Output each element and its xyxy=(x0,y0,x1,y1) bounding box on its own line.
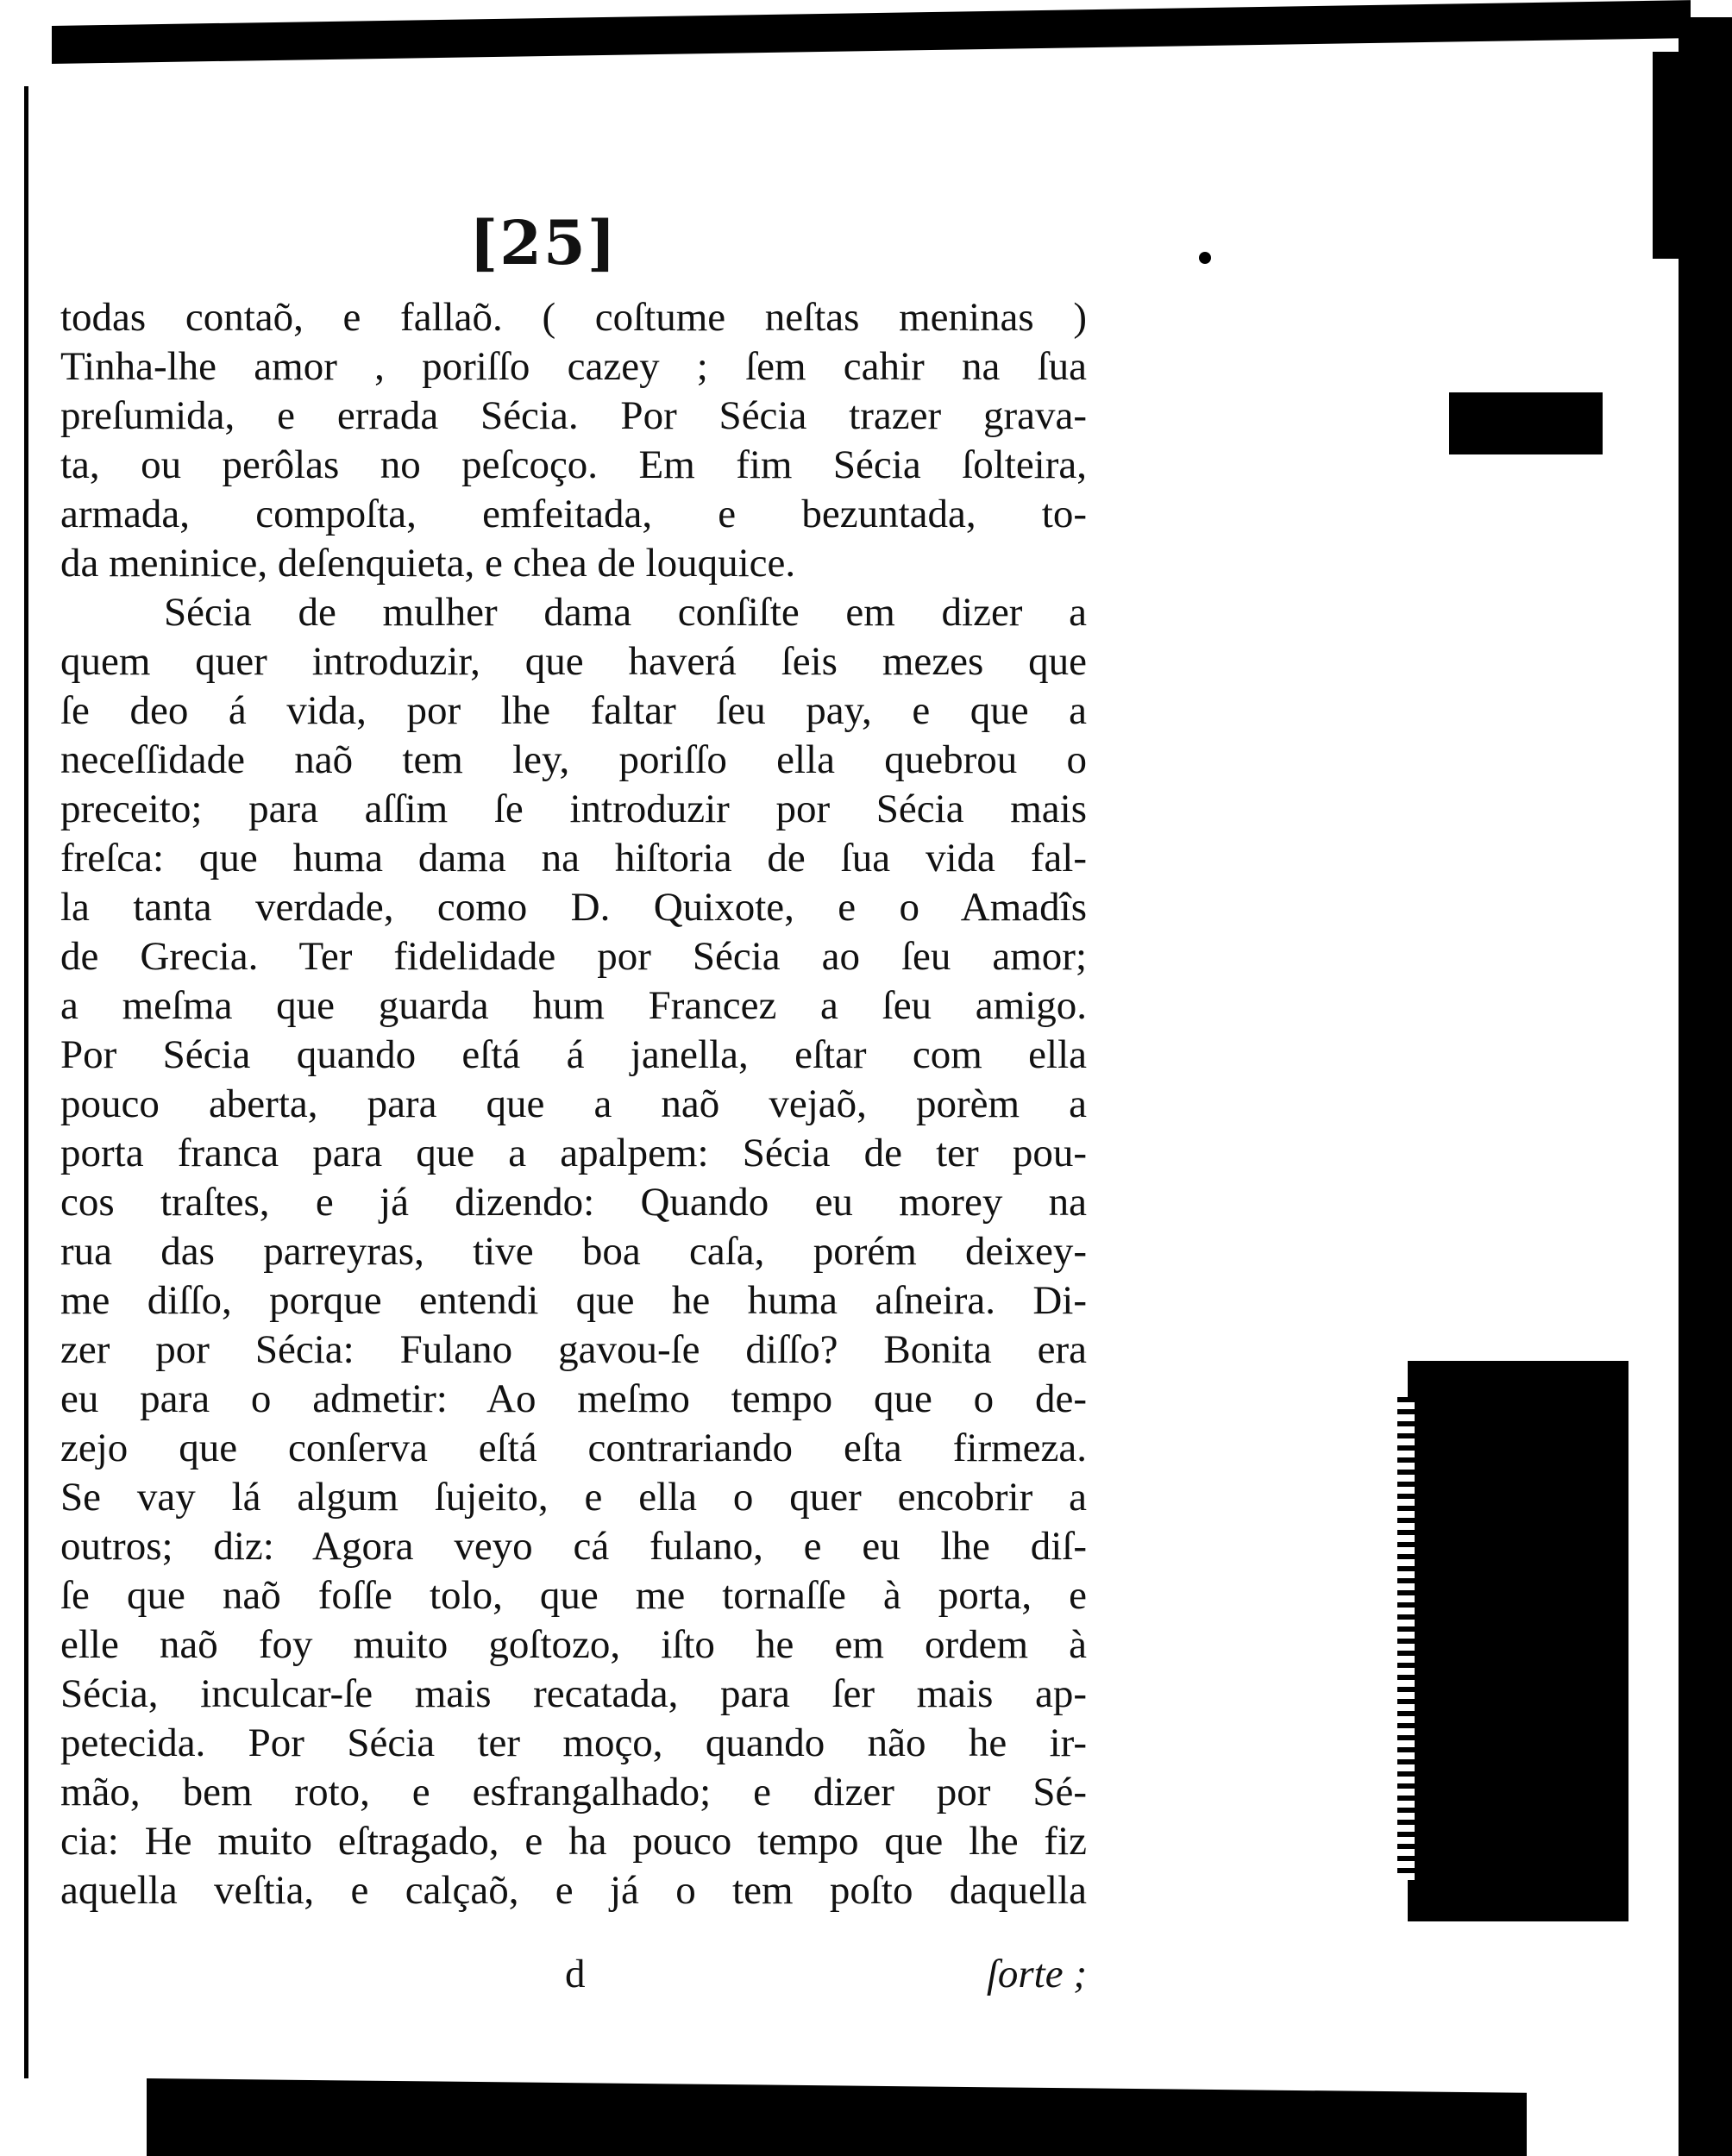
text-line: me diſſo, porque entendi que he huma aſneira. Di- xyxy=(60,1278,1087,1323)
page-number: [25] xyxy=(469,207,618,279)
ink-blot-upper xyxy=(1449,392,1603,454)
scan-shadow-right xyxy=(1653,52,1679,259)
text-line: a meſma que guarda hum Francez a ſeu amigo. xyxy=(60,983,1087,1028)
ink-blot-fringe xyxy=(1397,1397,1415,1880)
text-line: armada, compoſta, emfeitada, e bezuntada, to- xyxy=(60,492,1087,536)
text-line: quem quer introduzir, que haverá ſeis mezes que xyxy=(60,639,1087,684)
text-line: freſca: que huma dama na hiſtoria de ſua vida fal- xyxy=(60,836,1087,881)
body-text xyxy=(60,293,1087,1915)
text-line: Por Sécia quando eſtá á janella, eſtar com ella xyxy=(60,1032,1087,1077)
text-line: neceſſidade naõ tem ley, poriſſo ella quebrou o xyxy=(60,737,1087,782)
text-line: todas contaõ, e fallaõ. ( coſtume neſtas meninas ) xyxy=(60,295,1087,340)
text-line: Sécia, inculcar-ſe mais recatada, para ſer mais ap- xyxy=(60,1671,1087,1716)
text-line: Tinha-lhe amor , poriſſo cazey ; ſem cahir na ſua xyxy=(60,344,1087,389)
text-line: Se vay lá algum ſujeito, e ella o quer encobrir a xyxy=(60,1475,1087,1520)
page-top-margin xyxy=(26,69,1630,103)
text-line: mão, bem roto, e esfrangalhado; e dizer por Sé- xyxy=(60,1770,1087,1814)
text-line: pouco aberta, para que a naõ vejaõ, porèm a xyxy=(60,1081,1087,1126)
signature-mark: d xyxy=(565,1952,586,1996)
text-line: cos traſtes, e já dizendo: Quando eu morey na xyxy=(60,1180,1087,1225)
text-line: Sécia de mulher dama conſiſte em dizer a xyxy=(164,590,1087,635)
text-line: de Grecia. Ter fidelidade por Sécia ao ſeu amor; xyxy=(60,934,1087,979)
text-line: preceito; para aſſim ſe introduzir por Sécia mais xyxy=(60,787,1087,831)
text-line: ſe deo á vida, por lhe faltar ſeu pay, e que a xyxy=(60,688,1087,733)
ink-blot-lower xyxy=(1408,1361,1628,1921)
page-footer xyxy=(60,1951,1087,2002)
text-line: rua das parreyras, tive boa caſa, porém deixey- xyxy=(60,1229,1087,1274)
text-line: zer por Sécia: Fulano gavou-ſe diſſo? Bonita era xyxy=(60,1327,1087,1372)
text-line: eu para o admetir: Ao meſmo tempo que o de- xyxy=(60,1376,1087,1421)
ink-speck xyxy=(1199,252,1211,264)
scan-border-left xyxy=(24,86,28,2078)
text-line: cia: He muito eſtragado, e ha pouco tempo que lhe fiz xyxy=(60,1819,1087,1864)
catchword: ſorte ; xyxy=(986,1952,1087,1996)
text-line: outros; diz: Agora veyo cá fulano, e eu lhe diſ- xyxy=(60,1524,1087,1569)
text-line: preſumida, e errada Sécia. Por Sécia trazer grava- xyxy=(60,393,1087,438)
text-line: petecida. Por Sécia ter moço, quando não he ir- xyxy=(60,1720,1087,1765)
text-line: porta franca para que a apalpem: Sécia de ter pou- xyxy=(60,1131,1087,1175)
scan-border-right xyxy=(1679,17,1732,2156)
scan-border-bottom xyxy=(147,2078,1527,2156)
text-line: aquella veſtia, e calçaõ, e já o tem poſto daquella xyxy=(60,1868,1087,1913)
text-line: ta, ou perôlas no peſcoço. Em fim Sécia ſolteira, xyxy=(60,442,1087,487)
scan-border-top xyxy=(52,0,1691,64)
text-line: elle naõ foy muito goſtozo, iſto he em ordem à xyxy=(60,1622,1087,1667)
text-line: da meninice, deſenquieta, e chea de louquice. xyxy=(60,541,796,586)
text-line: ſe que naõ foſſe tolo, que me tornaſſe à porta, e xyxy=(60,1573,1087,1618)
text-line: la tanta verdade, como D. Quixote, e o Amadîs xyxy=(60,885,1087,930)
text-line: zejo que conſerva eſtá contrariando eſta firmeza. xyxy=(60,1426,1087,1470)
